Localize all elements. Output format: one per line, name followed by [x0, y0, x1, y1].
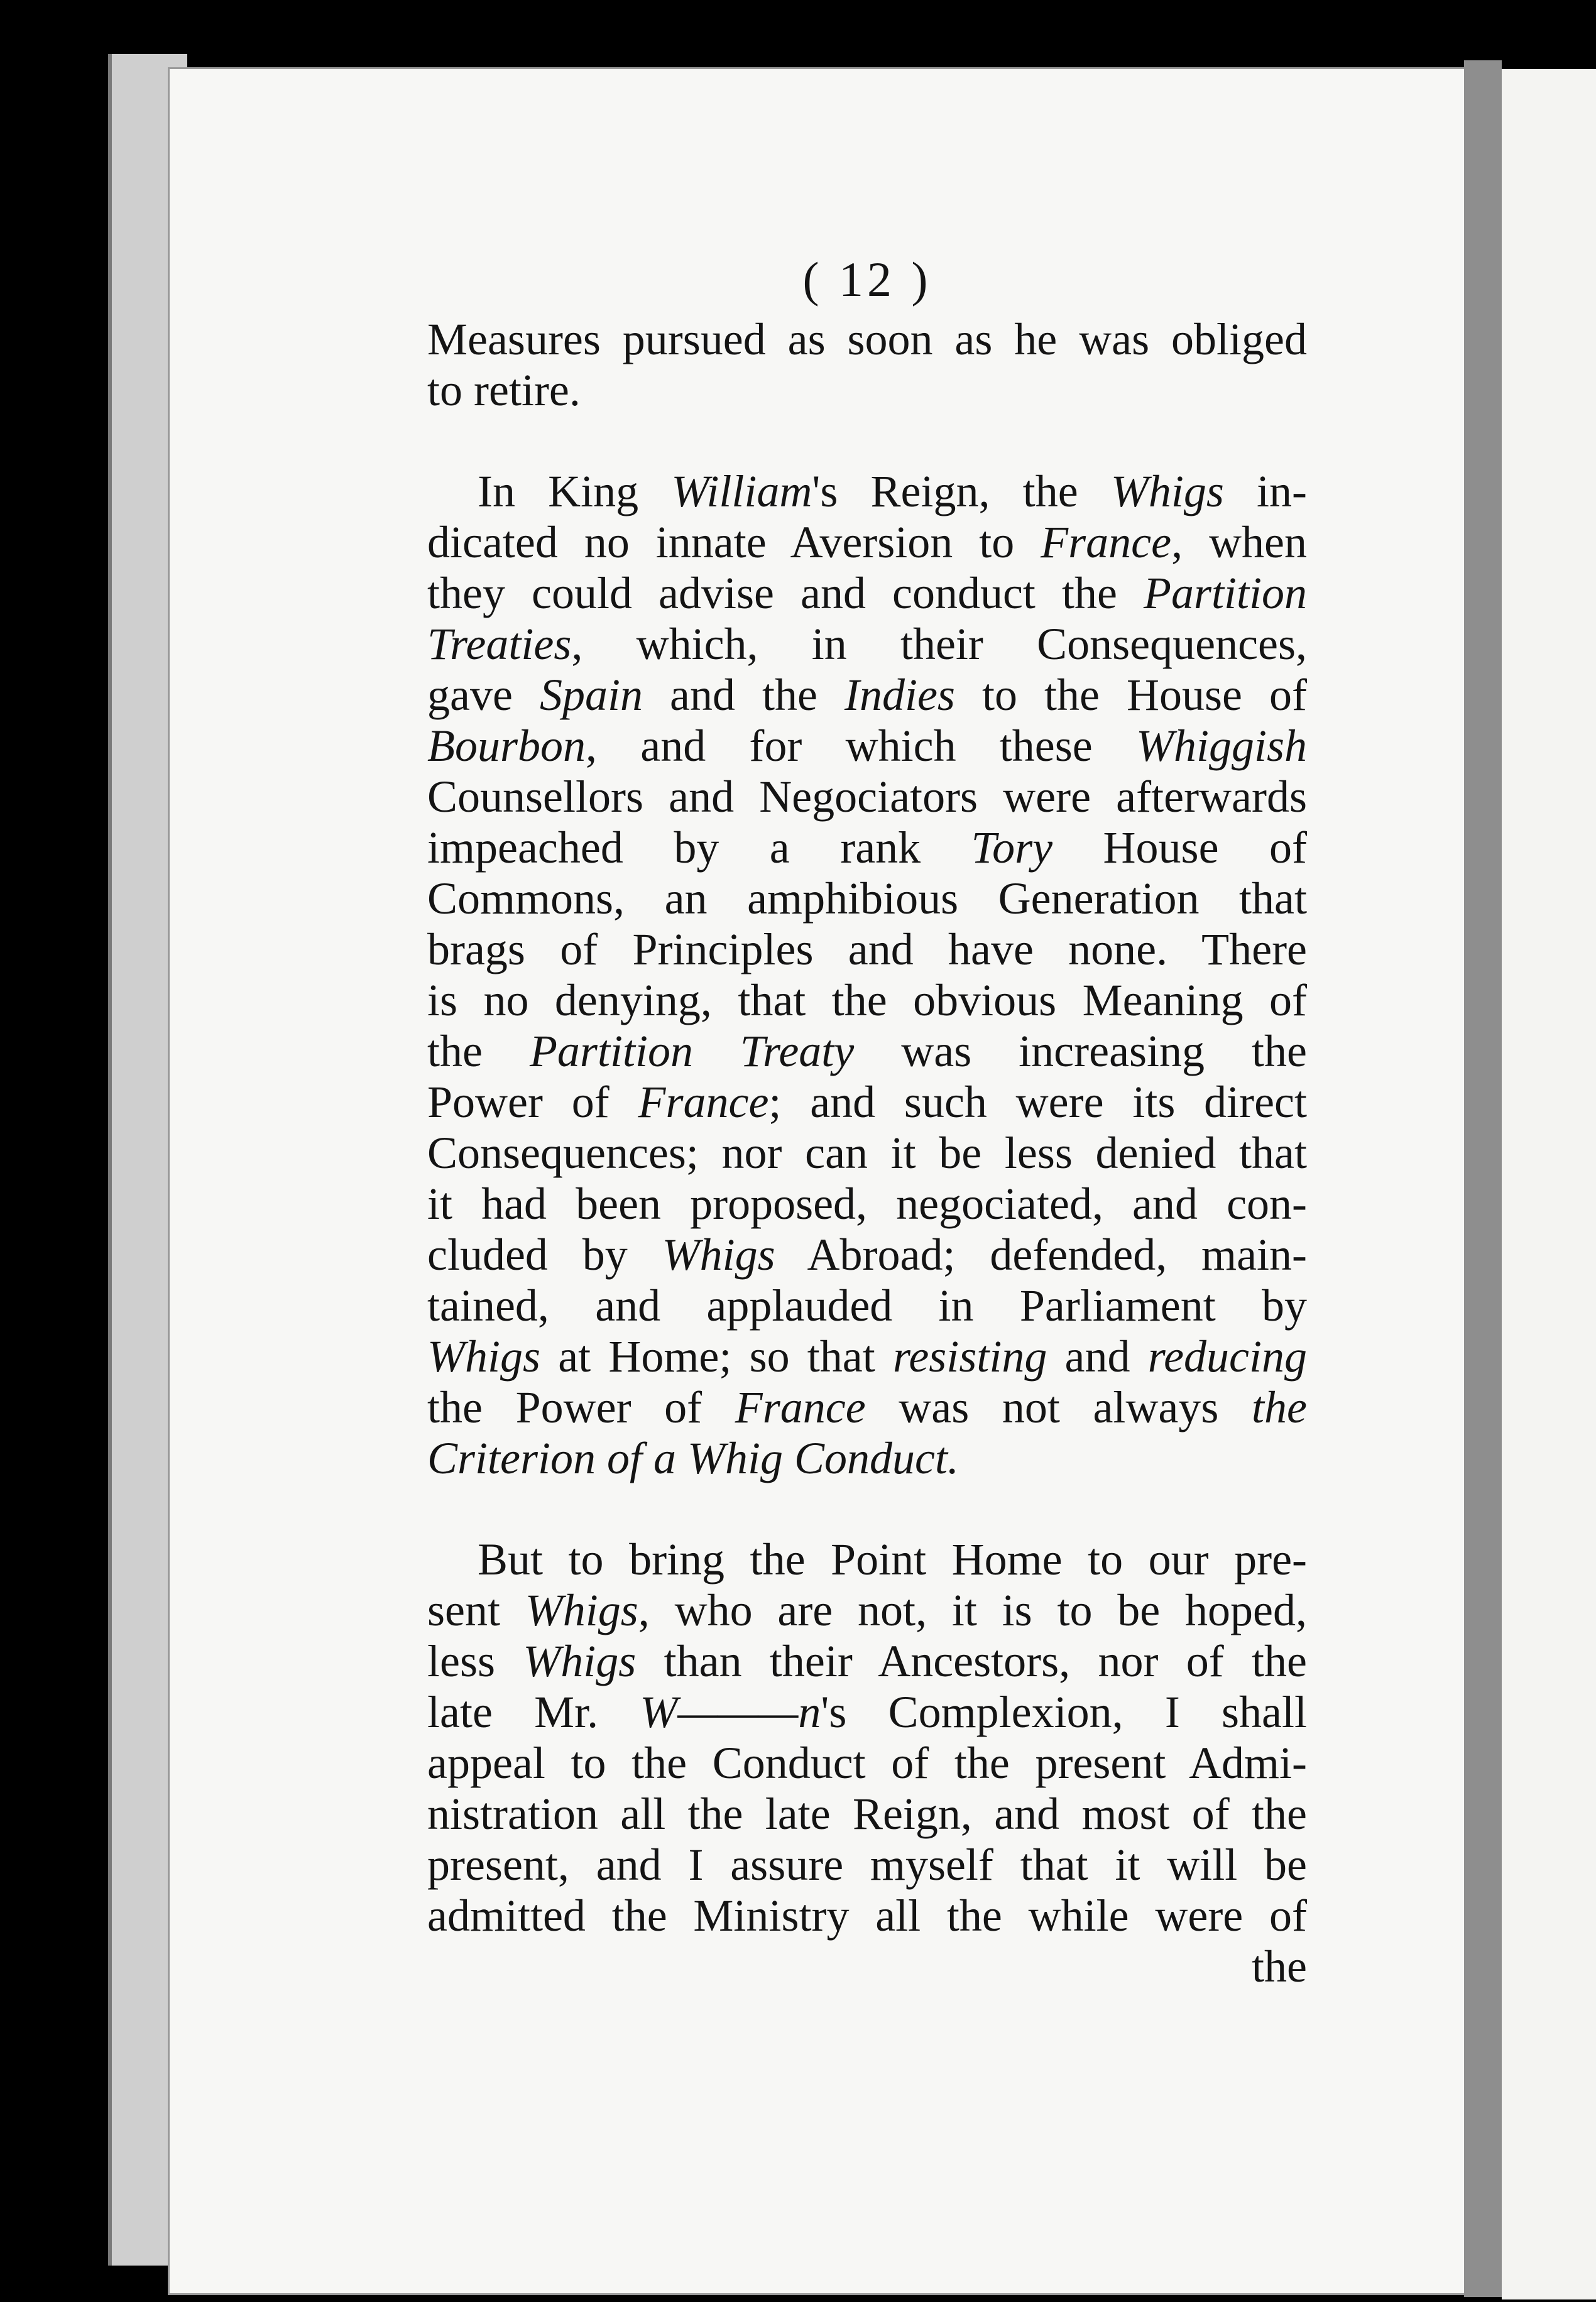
text-line: appeal to the Conduct of the present Admi- [427, 1738, 1307, 1788]
facing-page-edge [1502, 69, 1596, 2299]
text-line: gave Spain and the Indies to the House of [427, 670, 1307, 720]
text-line: dicated no innate Aversion to France, when [427, 517, 1307, 567]
text-line: But to bring the Point Home to our pre- [478, 1534, 1307, 1585]
page-gutter-shadow [1464, 60, 1502, 2297]
text-line: impeached by a rank Tory House of [427, 822, 1307, 873]
text-line: less Whigs than their Ancestors, nor of the [427, 1636, 1308, 1686]
page-number: ( 12 ) [802, 252, 932, 307]
text-line: brags of Principles and have none. There [427, 924, 1307, 974]
text-line: admitted the Ministry all the while were of [427, 1890, 1307, 1941]
text-line: they could advise and conduct the Partition [427, 568, 1307, 618]
text-line: In King William's Reign, the Whigs in- [478, 466, 1308, 516]
text-line: the Power of France was not always the [427, 1382, 1307, 1432]
text-line: it had been proposed, negociated, and con- [427, 1179, 1307, 1229]
text-line: to retire. [427, 365, 581, 415]
text-line: Whigs at Home; so that resisting and reducing [427, 1331, 1307, 1382]
paragraph-break [427, 416, 1307, 466]
paragraph-break [427, 1484, 1307, 1534]
text-line: Criterion of a Whig Conduct. [427, 1433, 959, 1483]
text-line: tained, and applauded in Parliament by [427, 1280, 1307, 1331]
text-line: the Partition Treaty was increasing the [427, 1026, 1307, 1076]
text-line: is no denying, that the obvious Meaning of [427, 975, 1307, 1025]
text-line: late Mr. W———n's Complexion, I shall [427, 1687, 1307, 1737]
text-line: Commons, an amphibious Generation that [427, 873, 1307, 924]
text-line: Measures pursued as soon as he was obliged [427, 314, 1307, 364]
text-line: present, and I assure myself that it will be [427, 1840, 1307, 1890]
text-line: Counsellors and Negociators were afterwards [427, 772, 1307, 822]
text-line: Bourbon, and for which these Whiggish [427, 721, 1307, 771]
text-line: Consequences; nor can it be less denied that [427, 1128, 1307, 1178]
text-line: Treaties, which, in their Consequences, [427, 619, 1307, 669]
text-line: cluded by Whigs Abroad; defended, main- [427, 1230, 1308, 1280]
text-line: Power of France; and such were its direct [427, 1077, 1308, 1127]
text-line: nistration all the late Reign, and most of the [427, 1789, 1307, 1839]
text-line: sent Whigs, who are not, it is to be hoped, [427, 1585, 1307, 1635]
page-text-block [427, 251, 1307, 1992]
catchword: the [1252, 1941, 1307, 1992]
